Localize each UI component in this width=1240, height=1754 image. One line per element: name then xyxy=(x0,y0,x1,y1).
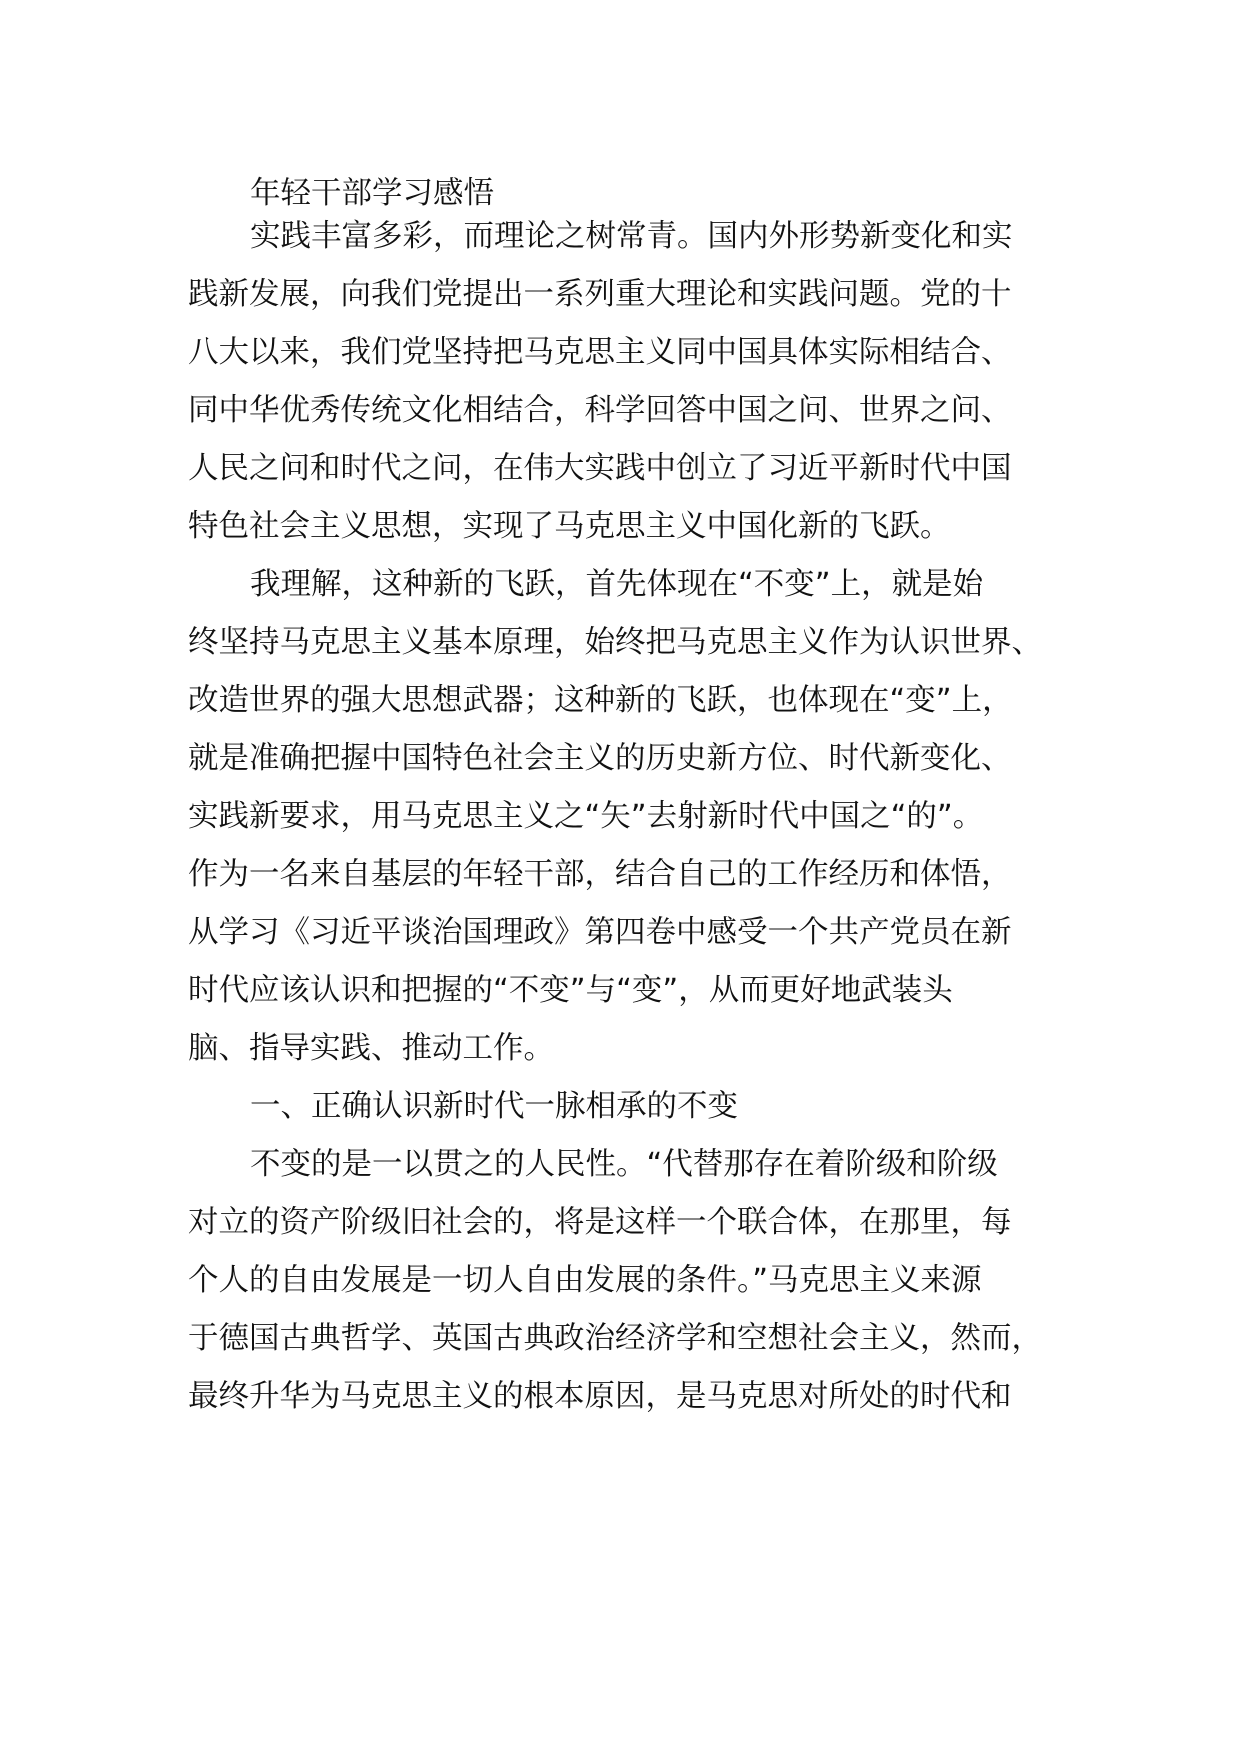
paragraph-2-line-1: 我理解，这种新的飞跃，首先体现在“不变”上，就是始 xyxy=(250,567,984,602)
paragraph-1-line-6: 特色社会主义思想，实现了马克思主义中国化新的飞跃。 xyxy=(188,509,951,544)
paragraph-1-line-4: 同中华优秀传统文化相结合，科学回答中国之问、世界之问、 xyxy=(188,393,1012,428)
section-1-heading: 一、正确认识新时代一脉相承的不变 xyxy=(250,1089,738,1124)
paragraph-1-line-5: 人民之问和时代之问，在伟大实践中创立了习近平新时代中国 xyxy=(188,451,1012,486)
paragraph-1-line-2: 践新发展，向我们党提出一系列重大理论和实践问题。党的十 xyxy=(188,277,1012,312)
paragraph-2-line-6: 作为一名来自基层的年轻干部，结合自己的工作经历和体悟， xyxy=(188,857,1012,892)
paragraph-3-line-3: 个人的自由发展是一切人自由发展的条件。”马克思主义来源 xyxy=(188,1263,982,1298)
document-title: 年轻干部学习感悟 xyxy=(250,176,494,211)
paragraph-2-line-2: 终坚持马克思主义基本原理，始终把马克思主义作为认识世界、 xyxy=(188,625,1042,660)
paragraph-2-line-3: 改造世界的强大思想武器；这种新的飞跃，也体现在“变”上， xyxy=(188,683,1013,718)
paragraph-1-line-3: 八大以来，我们党坚持把马克思主义同中国具体实际相结合、 xyxy=(188,335,1012,370)
paragraph-3-line-5: 最终升华为马克思主义的根本原因，是马克思对所处的时代和 xyxy=(188,1379,1012,1414)
paragraph-3-line-4: 于德国古典哲学、英国古典政治经济学和空想社会主义，然而， xyxy=(188,1321,1042,1356)
paragraph-2-line-8: 时代应该认识和把握的“不变”与“变”，从而更好地武装头 xyxy=(188,973,953,1008)
paragraph-2-line-4: 就是准确把握中国特色社会主义的历史新方位、时代新变化、 xyxy=(188,741,1012,776)
paragraph-3-line-1: 不变的是一以贯之的人民性。“代替那存在着阶级和阶级 xyxy=(250,1147,998,1182)
paragraph-1-line-1: 实践丰富多彩，而理论之树常青。国内外形势新变化和实 xyxy=(250,219,1013,254)
paragraph-2-line-7: 从学习《习近平谈治国理政》第四卷中感受一个共产党员在新 xyxy=(188,915,1012,950)
paragraph-3-line-2: 对立的资产阶级旧社会的，将是这样一个联合体，在那里，每 xyxy=(188,1205,1012,1240)
paragraph-2-line-9: 脑、指导实践、推动工作。 xyxy=(188,1031,554,1066)
paragraph-2-line-5: 实践新要求，用马克思主义之“矢”去射新时代中国之“的”。 xyxy=(188,799,984,834)
